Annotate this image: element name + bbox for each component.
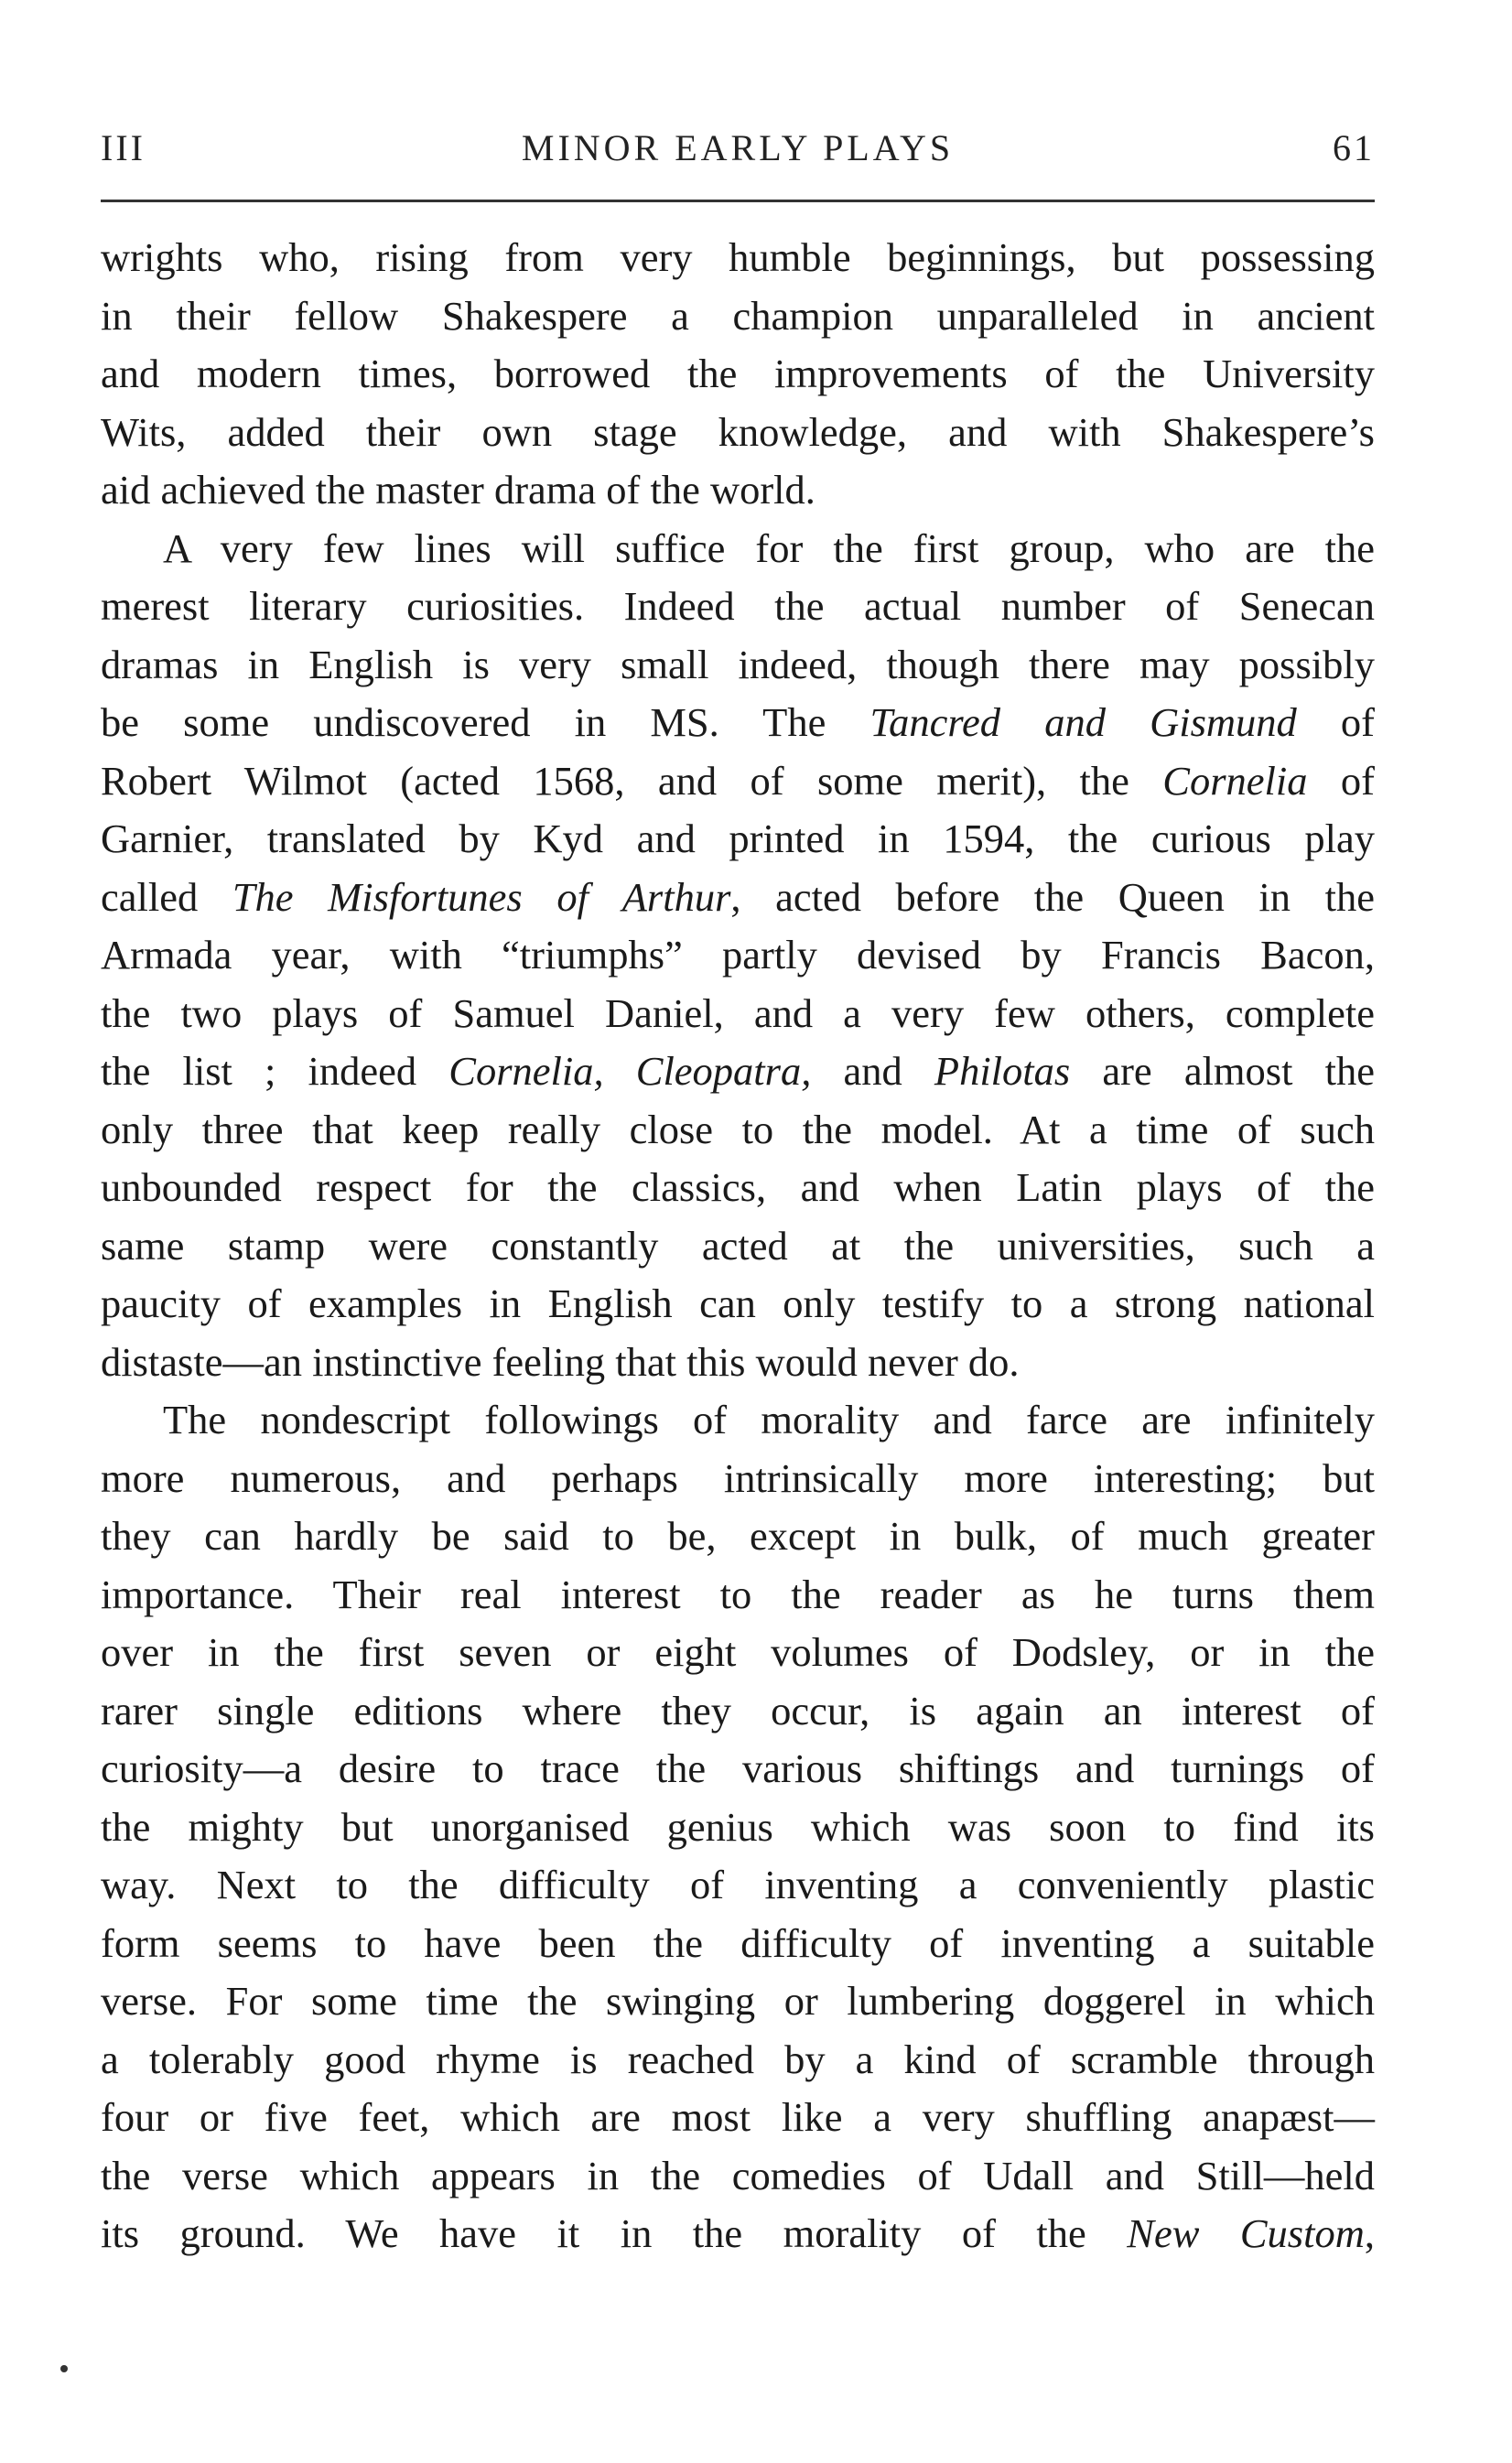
text-run: unbounded respect for the classics, and when Latin plays of the — [101, 1164, 1375, 1210]
header-rule — [101, 200, 1375, 202]
text-run: and modern times, borrowed the improvements of the University — [101, 351, 1375, 396]
text-line — [101, 1624, 1375, 1682]
running-title: MINOR EARLY PLAYS — [521, 127, 955, 168]
text-run: over in the first seven or eight volumes of Dodsley, or in the — [101, 1629, 1375, 1675]
text-line — [101, 1507, 1375, 1566]
text-line — [101, 2031, 1375, 2090]
italic-title: The Misfortunes of Arthur — [232, 873, 731, 920]
text-run: four or five feet, which are most like a very shuffling anapæst— — [101, 2094, 1375, 2140]
text-line — [101, 345, 1375, 404]
text-run: the list ; indeed — [101, 1048, 449, 1094]
text-line — [101, 1740, 1375, 1799]
text-run: are almost the — [1070, 1048, 1375, 1094]
text-line — [101, 461, 1375, 520]
text-line — [101, 1566, 1375, 1625]
text-run: dramas in English is very small indeed, though there may possibly — [101, 641, 1375, 687]
text-line — [101, 2147, 1375, 2206]
paragraph — [101, 1391, 1375, 2263]
text-line — [101, 694, 1375, 752]
text-run: only three that keep really close to the model. At a time of such — [101, 1106, 1375, 1152]
text-line — [101, 2089, 1375, 2147]
text-run: form seems to have been the difficulty of inventing a suitable — [101, 1919, 1375, 1966]
text-line — [101, 287, 1375, 346]
text-run: The nondescript followings of morality and farce are infinitely — [163, 1397, 1375, 1442]
text-line — [101, 810, 1375, 869]
text-line — [101, 1042, 1375, 1101]
text-line — [101, 1799, 1375, 1857]
paragraph — [101, 520, 1375, 1392]
text-run: be some undiscovered in MS. The — [101, 699, 870, 745]
text-line — [101, 1101, 1375, 1160]
text-run: A very few lines will suffice for the first group, who are the — [163, 524, 1375, 571]
text-run: Robert Wilmot (acted 1568, and of some merit), the — [101, 757, 1163, 804]
text-run: , acted before the Queen in the — [730, 873, 1375, 920]
text-line — [101, 404, 1375, 462]
body-text — [101, 229, 1375, 2263]
text-run: wrights who, rising from very humble beginnings, but possessing — [101, 234, 1375, 280]
text-line — [101, 1275, 1375, 1334]
text-line — [101, 752, 1375, 811]
text-run: way. Next to the difficulty of inventing a conveniently plastic — [101, 1862, 1375, 1907]
text-run: paucity of examples in English can only testify to a strong national — [101, 1280, 1375, 1326]
text-line — [101, 578, 1375, 636]
text-line — [101, 520, 1375, 578]
text-run: called — [101, 873, 232, 920]
italic-title: New Custom — [1127, 2210, 1365, 2256]
text-line — [101, 1856, 1375, 1915]
text-run: the mighty but unorganised genius which was soon to find its — [101, 1803, 1375, 1850]
text-line — [101, 636, 1375, 695]
page-number: 61 — [1333, 127, 1375, 168]
text-run: merest literary curiosities. Indeed the actual number of Senecan — [101, 583, 1375, 629]
text-run: in their fellow Shakespere a champion unparalleled in ancient — [101, 292, 1375, 339]
italic-title: Cornelia, Cleopatra, — [448, 1048, 812, 1094]
text-run: distaste—an instinctive feeling that this would never do. — [101, 1338, 1020, 1385]
text-run: more numerous, and perhaps intrinsically more interesting; but — [101, 1454, 1375, 1501]
italic-title: Cornelia — [1162, 757, 1308, 804]
text-run: same stamp were constantly acted at the universities, such a — [101, 1222, 1375, 1269]
text-line — [101, 1217, 1375, 1276]
text-run: a tolerably good rhyme is reached by a kind of scramble through — [101, 2036, 1375, 2082]
text-line — [101, 1450, 1375, 1508]
text-run: , — [1364, 2210, 1375, 2256]
text-line — [101, 985, 1375, 1043]
text-line — [101, 1391, 1375, 1450]
text-line — [101, 229, 1375, 287]
text-run: Armada year, with “triumphs” partly devised by Francis Bacon, — [101, 932, 1375, 978]
text-run: and — [811, 1048, 934, 1094]
paragraph — [101, 229, 1375, 520]
text-run: importance. Their real interest to the reader as he turns them — [101, 1571, 1375, 1617]
text-run: its ground. We have it in the morality of the — [101, 2210, 1128, 2256]
text-line — [101, 1915, 1375, 1973]
text-run: of — [1296, 699, 1376, 745]
text-line — [101, 1334, 1375, 1392]
text-run: aid achieved the master drama of the world. — [101, 467, 815, 513]
text-line — [101, 1682, 1375, 1741]
printer-mark — [60, 2365, 68, 2372]
text-run: verse. For some time the swinging or lumbering doggerel in which — [101, 1978, 1375, 2024]
text-line — [101, 869, 1375, 927]
text-run: the two plays of Samuel Daniel, and a very few others, complete — [101, 989, 1375, 1036]
text-run: the verse which appears in the comedies of Udall and Still—held — [101, 2152, 1375, 2198]
text-run: Garnier, translated by Kyd and printed in 1594, the curious play — [101, 816, 1375, 861]
text-run: they can hardly be said to be, except in bulk, of much greater — [101, 1513, 1375, 1559]
text-line — [101, 1159, 1375, 1217]
text-run: of — [1307, 757, 1375, 804]
running-head — [101, 126, 1375, 181]
text-run: rarer single editions where they occur, is again an interest of — [101, 1687, 1375, 1734]
italic-title: Tancred and Gismund — [869, 699, 1297, 745]
italic-title: Philotas — [934, 1048, 1071, 1094]
text-run: curiosity—a desire to trace the various shiftings and turnings of — [101, 1745, 1375, 1791]
text-line — [101, 1972, 1375, 2031]
text-line — [101, 926, 1375, 985]
text-run: Wits, added their own stage knowledge, and with Shakespere’s — [101, 408, 1375, 455]
section-number: III — [101, 127, 146, 168]
text-line — [101, 2205, 1375, 2263]
